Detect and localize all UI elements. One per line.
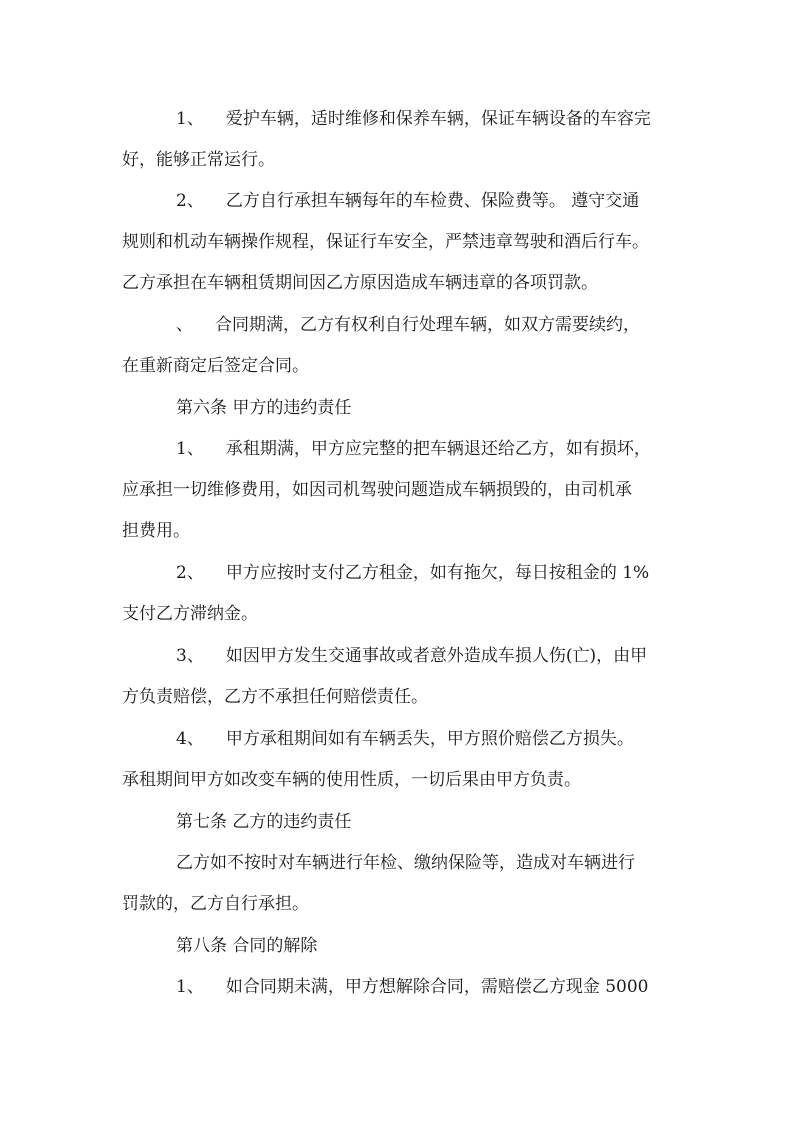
section-heading-article-6: 第六条 甲方的违约责任: [176, 398, 352, 418]
clause-line: [176, 438, 651, 460]
clause-line: [176, 645, 647, 667]
clause-line: [176, 728, 634, 750]
clause-text: 承租期满，甲方应完整的把车辆退还给乙方，如有损坏，: [225, 439, 651, 459]
section-heading-article-8: 第八条 合同的解除: [176, 936, 318, 956]
section-heading-article-7: 第七条 乙方的违约责任: [176, 812, 352, 832]
clause-number: 2、: [176, 191, 204, 211]
clause-line: 乙方承担在车辆租赁期间因乙方原因造成车辆违章的各项罚款。: [122, 273, 598, 293]
clause-text: 爱护车辆，适时维修和保养车辆，保证车辆设备的车容完: [225, 109, 651, 129]
clause-text: 如合同期未满，甲方想解除合同，需赔偿乙方现金 5000: [225, 977, 649, 997]
clause-number: 2、: [176, 563, 204, 583]
clause-line: 支付乙方滞纳金。: [122, 604, 258, 624]
clause-line: 乙方如不按时对车辆进行年检、缴纳保险等，造成对车辆进行: [176, 853, 635, 873]
clause-number: 1、: [176, 109, 204, 129]
clause-text: 合同期满，乙方有权利自行处理车辆，如双方需要续约，: [215, 315, 640, 335]
clause-number: 4、: [176, 729, 204, 749]
clause-text: 如因甲方发生交通事故或者意外造成车损人伤(亡)，由甲: [225, 646, 648, 666]
clause-line: 承租期间甲方如改变车辆的使用性质，一切后果由甲方负责。: [122, 770, 581, 790]
clause-number: 、: [176, 315, 193, 335]
clause-text: 甲方承租期间如有车辆丢失，甲方照价赔偿乙方损失。: [225, 729, 634, 749]
clause-number: 3、: [176, 646, 204, 666]
clause-line: 罚款的，乙方自行承担。: [122, 894, 309, 914]
clause-text: 乙方自行承担车辆每年的车检费、保险费等。 遵守交通: [225, 191, 640, 211]
clause-number: 1、: [176, 439, 204, 459]
clause-line: [176, 562, 649, 584]
clause-line: [176, 314, 640, 336]
clause-line: 担费用。: [122, 521, 190, 541]
clause-text: 甲方应按时支付乙方租金，如有拖欠，每日按租金的 1%: [225, 563, 650, 583]
clause-line: [176, 976, 649, 998]
clause-line: 方负责赔偿，乙方不承担任何赔偿责任。: [122, 687, 428, 707]
clause-line: 好，能够正常运行。: [122, 150, 275, 170]
clause-number: 1、: [176, 977, 204, 997]
clause-line: 规则和机动车辆操作规程，保证行车安全，严禁违章驾驶和酒后行车。: [122, 232, 649, 252]
clause-line: [176, 190, 639, 212]
clause-line: 在重新商定后签定合同。: [122, 356, 309, 376]
clause-line: [176, 108, 651, 130]
clause-line: 应承担一切维修费用，如因司机驾驶问题造成车辆损毁的，由司机承: [122, 480, 632, 500]
